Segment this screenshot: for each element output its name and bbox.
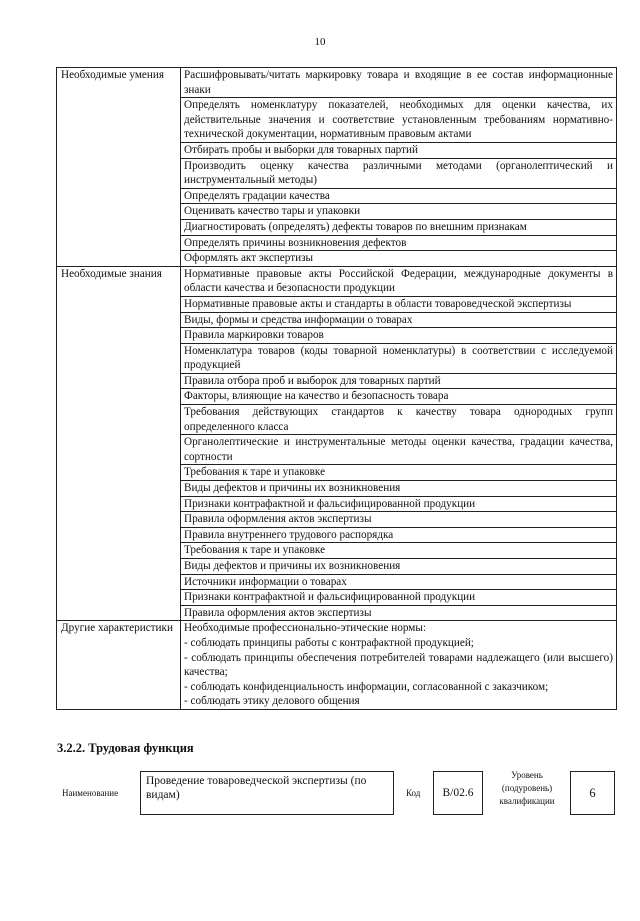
section-heading: 3.2.2. Трудовая функция [57,741,194,755]
other-characteristic-line: Необходимые профессионально-этические нормы: [184,622,427,635]
level-field: 6 [570,771,615,815]
knowledge-item: Нормативные правовые акты Российской Федерации, международные документы в области качества и безопасности продукции [181,266,617,296]
knowledge-item: Органолептические и инструментальные методы оценки качества, градации качества, сортности [181,435,617,465]
labor-function-row [56,769,620,833]
skills-item: Определять номенклатуру показателей, необходимых для оценки качества, их действительные значения и соответствие установленным требованиям нормативно-технической документации, нормативным правовым актами [181,98,617,143]
knowledge-item: Требования к таре и упаковке [181,543,617,559]
name-label: Наименование [62,788,119,798]
page-number: 10 [314,36,326,48]
skills-item: Отбирать пробы и выборки для товарных партий [181,142,617,158]
knowledge-item: Номенклатура товаров (коды товарной номенклатуры) в соответствии с исследуемой продукцией [181,343,617,373]
other-characteristic-line: - соблюдать конфиденциальность информации, согласованной с заказчиком; [184,680,549,693]
knowledge-row [57,266,617,296]
skills-item: Расшифровывать/читать маркировку товара и входящие в ее состав информационные знаки [181,68,617,98]
knowledge-item: Признаки контрафактной и фальсифицированной продукции [181,496,617,512]
skills-label: Необходимые умения [57,68,181,267]
knowledge-item: Факторы, влияющие на качество и безопасность товара [181,389,617,405]
qualification-table [56,67,617,710]
skills-item: Производить оценку качества различными методами (органолептический и инструментальный методы) [181,158,617,188]
level-label: Уровень (подуровень) квалификации [499,770,555,806]
knowledge-item: Правила внутреннего трудового распорядка [181,527,617,543]
code-label: Код [406,788,421,798]
knowledge-item: Нормативные правовые акты и стандарты в области товароведческой экспертизы [181,296,617,312]
other-characteristic-line: - соблюдать принципы обеспечения потребителей товарами надлежащего (или высшего) качества; [184,651,613,679]
function-code-field: B/02.6 [433,771,483,815]
other-cell [181,621,617,710]
other-characteristic-line: - соблюдать этику делового общения [184,695,360,708]
knowledge-item: Источники информации о товарах [181,574,617,590]
other-row [57,621,617,710]
knowledge-item: Требования действующих стандартов к качеству товара однородных групп определенного класса [181,405,617,435]
knowledge-item: Признаки контрафактной и фальсифицированной продукции [181,590,617,606]
function-name-field: Проведение товароведческой экспертизы (по видам) [140,771,394,815]
knowledge-item: Требования к таре и упаковке [181,465,617,481]
knowledge-item: Виды дефектов и причины их возникновения [181,559,617,575]
skills-item: Оценивать качество тары и упаковки [181,204,617,220]
skills-item: Определять градации качества [181,188,617,204]
other-label: Другие характеристики [57,621,181,710]
skills-item: Оформлять акт экспертизы [181,251,617,267]
knowledge-item: Правила оформления актов экспертизы [181,605,617,621]
skills-item: Определять причины возникновения дефектов [181,235,617,251]
other-characteristic-line: - соблюдать принципы работы с контрафактной продукцией; [184,636,474,649]
skills-row [57,68,617,98]
knowledge-item: Виды, формы и средства информации о товарах [181,312,617,328]
knowledge-label: Необходимые знания [57,266,181,621]
knowledge-item: Правила оформления актов экспертизы [181,512,617,528]
knowledge-item: Виды дефектов и причины их возникновения [181,481,617,497]
skills-item: Диагностировать (определять) дефекты товаров по внешним признакам [181,219,617,235]
knowledge-item: Правила отбора проб и выборок для товарных партий [181,373,617,389]
knowledge-item: Правила маркировки товаров [181,328,617,344]
